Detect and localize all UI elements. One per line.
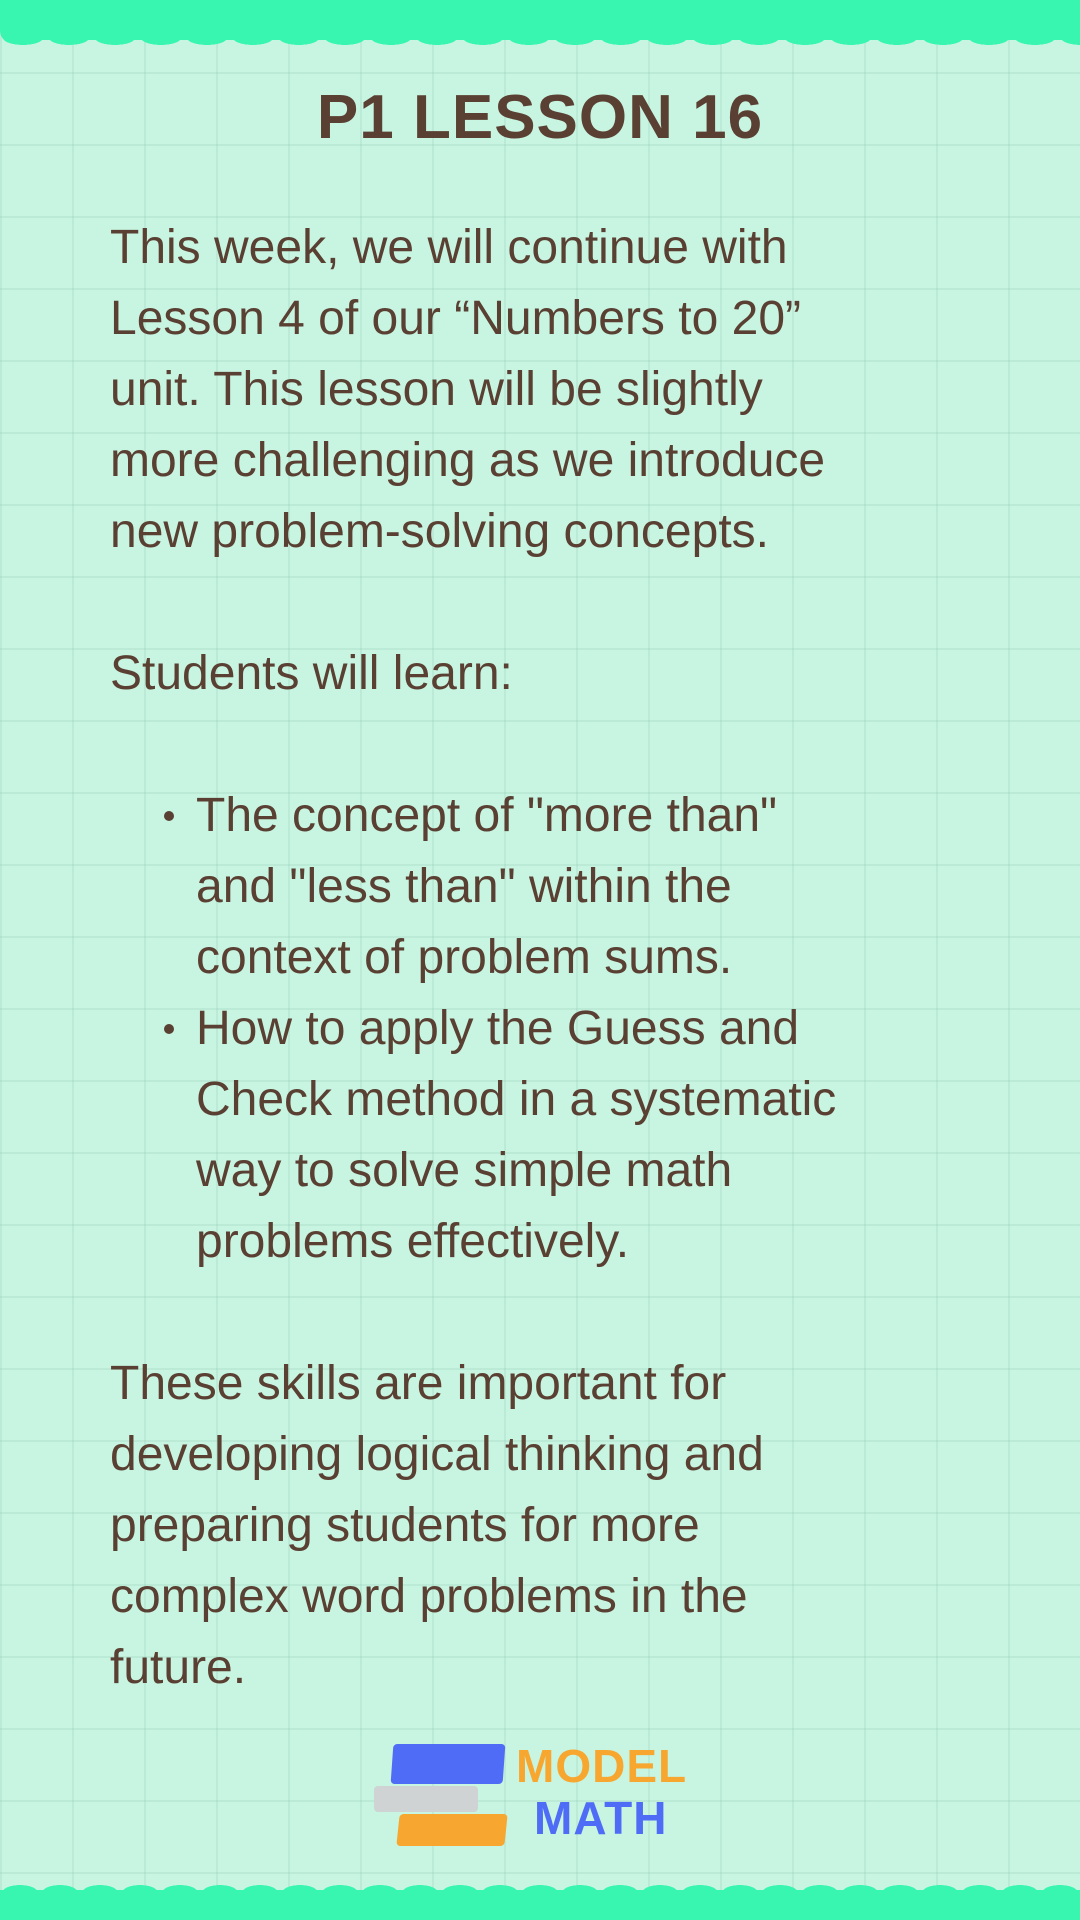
spacer [110,709,990,780]
bullet-icon [164,1024,174,1034]
closing-line: preparing students for more [110,1499,700,1552]
top-accent-band [0,0,1080,40]
lesson-body [110,212,990,1703]
list-item-line: Check method in a systematic [196,1073,837,1126]
logo-word-math: MATH [534,1792,668,1844]
closing-line: developing logical thinking and [110,1428,764,1481]
list-item [196,780,990,993]
learn-heading: Students will learn: [110,647,513,700]
intro-line: more challenging as we introduce [110,434,826,487]
intro-line: new problem-solving concepts. [110,505,769,558]
intro-line: unit. This lesson will be slightly [110,363,763,416]
spacer [110,567,990,638]
intro-line: This week, we will continue with [110,221,788,274]
list-item-line: How to apply the Guess and [196,1002,800,1055]
list-item-line: context of problem sums. [196,931,733,984]
model-math-logo [372,1740,712,1850]
closing-line: complex word problems in the [110,1570,748,1623]
list-item-line: way to solve simple math [196,1144,733,1197]
page-title: P1 LESSON 16 [316,83,764,152]
list-item-line: problems effectively. [196,1215,630,1268]
list-item [196,993,990,1277]
bottom-accent-band [0,1890,1080,1920]
bullet-icon [164,811,174,821]
logo-word-model: MODEL [516,1740,688,1792]
learning-objectives-list [110,780,990,1277]
spacer [110,1277,990,1348]
list-item-line: The concept of "more than" [196,789,778,842]
intro-line: Lesson 4 of our “Numbers to 20” [110,292,802,345]
logo-orange-bar [396,1814,507,1846]
logo-gray-bar [374,1786,478,1812]
logo-blue-bar [391,1744,506,1784]
list-item-line: and "less than" within the [196,860,732,913]
closing-line: These skills are important for [110,1357,727,1410]
closing-line: future. [110,1641,247,1694]
